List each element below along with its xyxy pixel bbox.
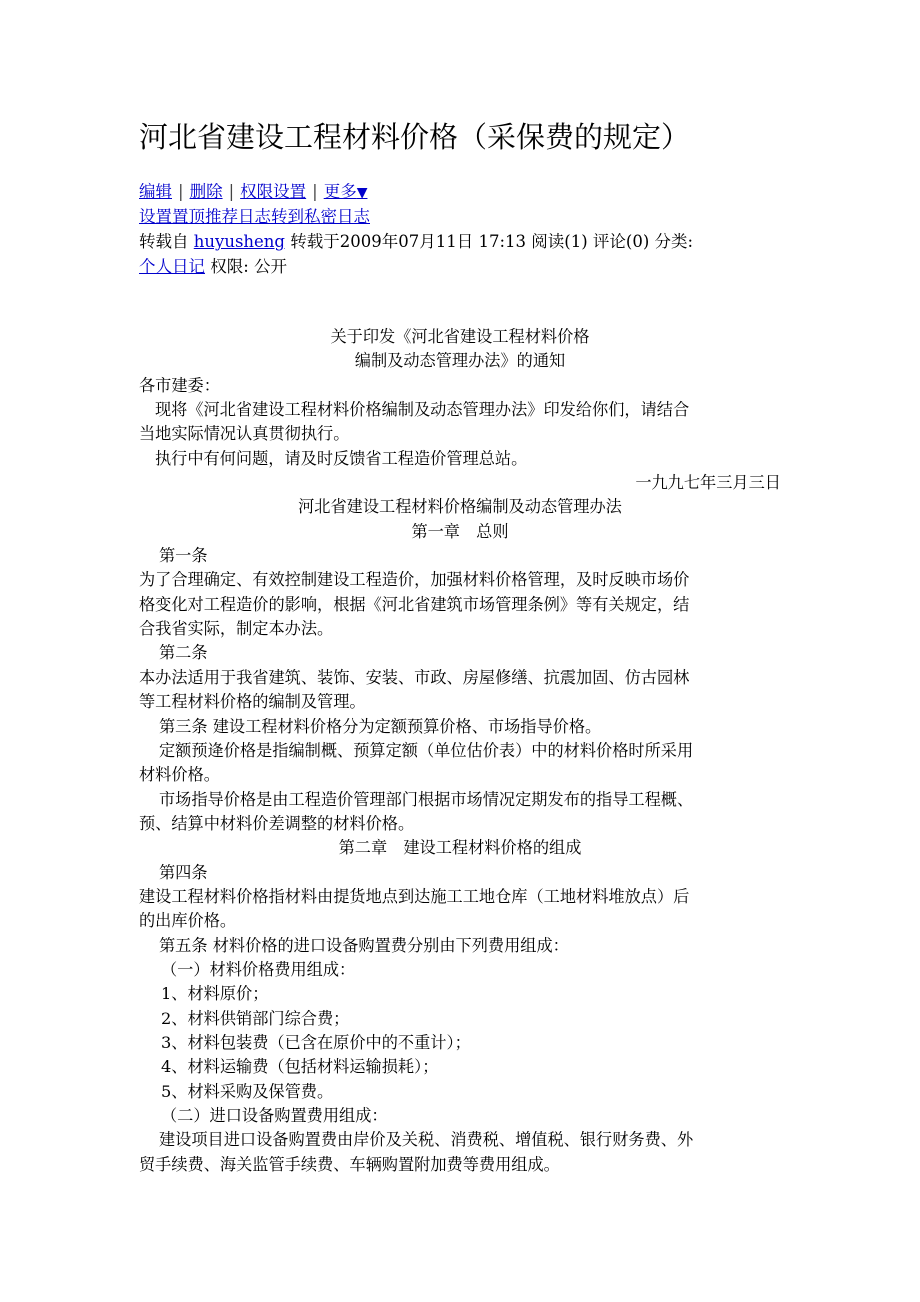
- page-title: 河北省建设工程材料价格（采保费的规定）: [139, 120, 691, 154]
- repost-info: [139, 229, 781, 254]
- dropdown-arrow-icon: ▼: [356, 185, 368, 201]
- article-body: [139, 325, 781, 1177]
- to-private-link[interactable]: 转到私密日志: [271, 207, 370, 226]
- paragraph: 建设工程材料价格指材料由提货地点到达施工工地仓库（工地材料堆放点）后: [139, 886, 690, 906]
- sub-heading: （二）进口设备购置费用组成：: [161, 1106, 388, 1125]
- separator: |: [312, 182, 318, 201]
- paragraph: 格变化对工程造价的影响，根据《河北省建筑市场管理条例》等有关规定，结: [139, 594, 690, 614]
- category-label: 分类:: [654, 232, 694, 251]
- action-bar: [139, 179, 781, 204]
- paragraph: 合我省实际，制定本办法。: [139, 619, 334, 639]
- permission-settings-link[interactable]: 权限设置: [240, 182, 307, 201]
- pin-link[interactable]: 设置置顶: [139, 207, 205, 226]
- paragraph: 预、结算中材料价差调整的材料价格。: [139, 813, 415, 833]
- separator: |: [228, 182, 235, 201]
- list-item: 1、材料原价；: [161, 984, 269, 1004]
- more-label: 更多: [323, 182, 357, 201]
- article-number: 第二条: [159, 643, 208, 663]
- chapter-heading: 第一章 总则: [411, 521, 509, 541]
- paragraph: 贸手续费、海关监管手续费、车辆购置附加费等费用组成。: [139, 1154, 560, 1174]
- category-link[interactable]: 个人日记: [139, 257, 205, 276]
- repost-time: 转载于2009年07月11日 17:13: [290, 232, 527, 251]
- notice-title: 关于印发《河北省建设工程材料价格: [330, 327, 590, 346]
- article-number: 第五条 材料价格的进口设备购置费分别由下列费用组成：: [159, 935, 569, 955]
- paragraph: 为了合理确定、有效控制建设工程造价，加强材料价格管理，及时反映市场价: [139, 570, 690, 590]
- chapter-heading: 第二章 建设工程材料价格的组成: [338, 838, 582, 858]
- blog-links-row: [139, 204, 781, 229]
- article-meta: [139, 179, 781, 279]
- from-label: 转载自: [139, 232, 189, 251]
- paragraph: 定额预逄价格是指编制概、预算定额（单位估价表）中的材料价格时所采用: [159, 740, 694, 760]
- article-number: 第三条 建设工程材料价格分为定额预算价格、市场指导价格。: [159, 716, 602, 736]
- paragraph: 本办法适用于我省建筑、装饰、安装、市政、房屋修缮、抗震加固、仿古园林: [139, 667, 690, 687]
- document-title: 河北省建设工程材料价格编制及动态管理办法: [298, 497, 622, 517]
- paragraph: 建设项目进口设备购置费由岸价及关税、消费税、增值税、银行财务费、外: [159, 1130, 694, 1150]
- permission-text: 权限: 公开: [210, 257, 288, 276]
- article-number: 第一条: [159, 546, 208, 566]
- notice-date: 一九九七年三月三日: [635, 473, 781, 493]
- list-item: 5、材料采购及保管费。: [161, 1081, 334, 1101]
- paragraph: 市场指导价格是由工程造价管理部门根据市场情况定期发布的指导工程概、: [159, 789, 694, 809]
- paragraph: 执行中有何问题，请及时反馈省工程造价管理总站。: [155, 448, 528, 468]
- paragraph: 当地实际情况认真贯彻执行。: [139, 424, 350, 444]
- comment-count: 评论(0): [592, 232, 650, 251]
- list-item: 3、材料包装费（已含在原价中的不重计）；: [161, 1032, 471, 1052]
- delete-link[interactable]: 删除: [189, 182, 223, 201]
- paragraph: 等工程材料价格的编制及管理。: [139, 692, 366, 712]
- paragraph: 现将《河北省建设工程材料价格编制及动态管理办法》印发给你们，请结合: [155, 400, 690, 420]
- author-link[interactable]: huyusheng: [193, 232, 285, 251]
- recommend-link[interactable]: 推荐日志: [205, 207, 271, 226]
- paragraph: 的出库价格。: [139, 911, 237, 931]
- sub-heading: （一）材料价格费用组成：: [161, 959, 356, 979]
- edit-link[interactable]: 编辑: [139, 182, 172, 201]
- salutation: 各市建委：: [139, 375, 220, 395]
- category-row: [139, 254, 781, 279]
- more-link[interactable]: [324, 182, 368, 201]
- article-number: 第四条: [159, 862, 208, 882]
- list-item: 4、材料运输费（包括材料运输损耗）；: [161, 1057, 439, 1077]
- separator: |: [178, 182, 184, 201]
- list-item: 2、材料供销部门综合费；: [161, 1008, 350, 1028]
- read-count: 阅读(1): [531, 232, 588, 251]
- notice-title: 编制及动态管理办法》的通知: [354, 351, 566, 371]
- paragraph: 材料价格。: [139, 765, 220, 785]
